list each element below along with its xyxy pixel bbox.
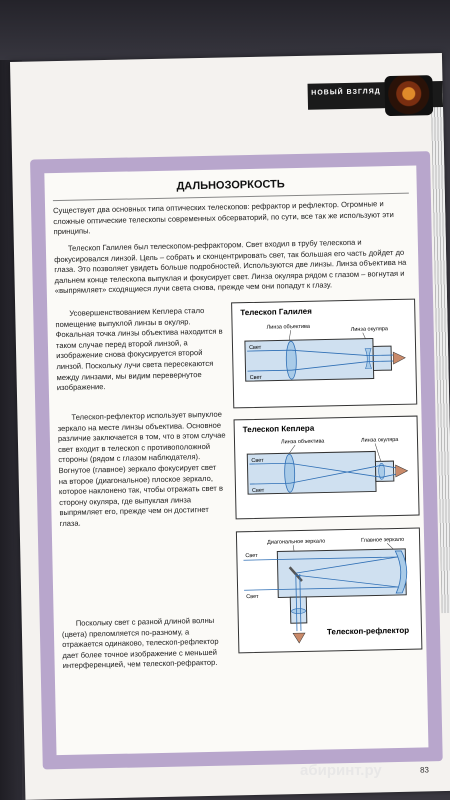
kepler-light-bottom: Свет xyxy=(251,487,265,495)
reflector-svg xyxy=(237,529,421,653)
kepler-eyepiece-label: Линза окуляра xyxy=(360,436,399,444)
info-box xyxy=(44,166,428,756)
kepler-eyepiece-pointer xyxy=(375,443,381,463)
kepler-paragraph: Усовершенствованием Кеплера стало помещение выпуклой линзы в окуляр. Фокальная точка линзы объектива находится в таком случае перед второй линзой, а изображение снова фокусируется второй линзой. Поскольку лучи света пересекаются между линзами, мы видим перевернутое изображение. xyxy=(55,305,223,393)
info-box-frame xyxy=(30,151,443,769)
eye-icon xyxy=(396,465,408,477)
wavelength-paragraph: Поскольку свет с разной длиной волны (цвета) преломляется по-разному, а отражается одинаково, телескоп-рефлектор дает более точное изображение с меньшей интерференцией, чем телескоп-рефрактор. xyxy=(61,615,219,671)
eye-icon xyxy=(384,75,433,116)
kepler-title: Телескоп Кеплера xyxy=(242,423,315,435)
box-title: ДАЛЬНОЗОРКОСТЬ xyxy=(176,178,285,193)
watermark: абиринт.ру xyxy=(300,762,382,779)
reflector-diagram xyxy=(236,528,423,654)
galileo-objective-label: Линза объектива xyxy=(266,323,311,331)
section-label: НОВЫЙ ВЗГЛЯД xyxy=(311,88,381,97)
eye-icon xyxy=(393,352,405,364)
galileo-title: Телескоп Галилея xyxy=(240,306,312,318)
reflector-light-bottom: Свет xyxy=(246,593,259,601)
intro-paragraph: Существует два основных типа оптических телескопов: рефрактор и рефлектор. Огромные и сложные оптические телескопы современных обсерваторий, по сути, все так же используют эти принципы. xyxy=(53,199,394,237)
galileo-light-bottom: Свет xyxy=(249,374,262,382)
kepler-tube xyxy=(247,451,376,494)
reflector-diagonal-label: Диагональное зеркало xyxy=(267,538,326,546)
galileo-diagram xyxy=(231,299,417,409)
kepler-objective-pointer xyxy=(289,445,295,453)
kepler-objective-label: Линза объектива xyxy=(280,438,325,446)
galileo-eyepiece-label: Линза окуляра xyxy=(350,326,389,333)
galileo-tube xyxy=(245,338,374,381)
galileo-eyepiece-tube xyxy=(373,346,391,370)
reflector-eyepiece-lens xyxy=(292,608,306,613)
eye-icon xyxy=(293,633,305,643)
kepler-light-top: Свет xyxy=(251,457,264,465)
reflector-light-top: Свет xyxy=(245,552,258,560)
reflector-paragraph: Телескоп-рефлектор использует выпуклое зеркало на месте линзы объектива. Основное различие заключается в том, что в этом случае свет входит в телескоп с противоположной стороны (рядом с глазом наблюдателя). Вогнутое (главное) зеркало фокусирует свет на второе (диагональное) плоское зеркало, которое наклонено так, чтобы отражать свет в сторону окуляра, где выпуклая линза выпрямляет его, прежде чем он достигнет глаза. xyxy=(57,409,226,528)
kepler-diagram xyxy=(234,416,420,520)
galileo-svg xyxy=(232,300,416,408)
galileo-paragraph: Телескоп Галилея был телескопом-рефрактором. Свет входил в трубу телескопа и фокусировался линзой. Цель – собрать и сконцентрировать свет, так большая его часть дойдет до глаза. Это позволяет увидеть больше подробностей. Используются две линзы. Линза объектива на дальнем конце телескопа выпуклая и фокусирует свет. Линза окуляра рядом с глазом – вогнутая и «выпрямляет» сходящиеся лучи света снова, прежде чем они попадут к глазу. xyxy=(54,237,407,296)
kepler-svg xyxy=(235,417,419,519)
reflector-main-label: Главное зеркало xyxy=(361,536,405,544)
page-number: 83 xyxy=(419,765,430,775)
galileo-light-top: Свет xyxy=(248,344,262,352)
reflector-title: Телескоп-рефлектор xyxy=(326,625,410,637)
book-page xyxy=(10,53,450,800)
